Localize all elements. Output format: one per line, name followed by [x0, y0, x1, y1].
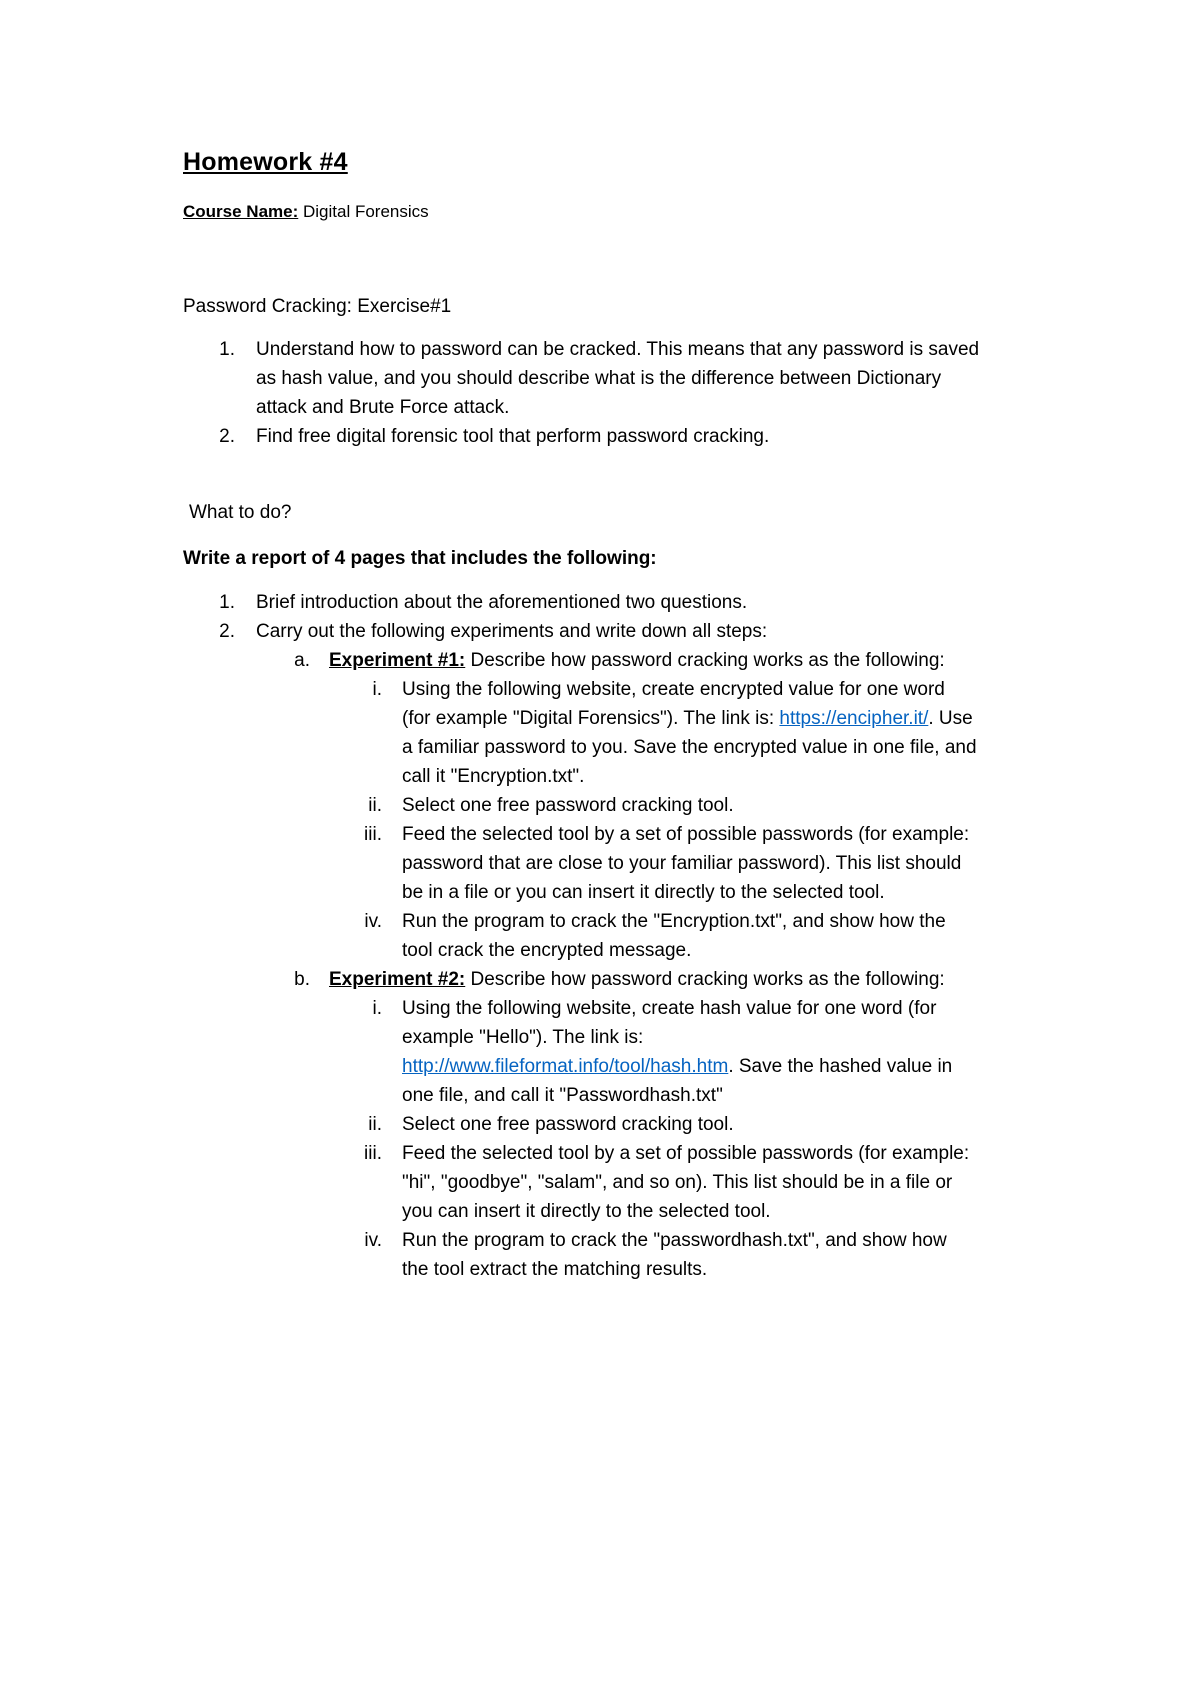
step-numeral: ii.	[368, 795, 382, 816]
report-heading: Write a report of 4 pages that includes the following:	[183, 548, 657, 569]
experiment-letter: b.	[294, 969, 310, 990]
step-line: example "Hello"). The link is:	[402, 1027, 644, 1048]
task-line: Find free digital forensic tool that perform password cracking.	[256, 426, 770, 447]
step-line: Select one free password cracking tool.	[402, 1114, 734, 1135]
report-item-text: Carry out the following experiments and write down all steps:	[256, 621, 768, 642]
experiment-description: Describe how password cracking works as the following:	[465, 969, 945, 990]
fileformat-link[interactable]: http://www.fileformat.info/tool/hash.htm	[402, 1056, 729, 1077]
step-numeral: iv.	[364, 911, 382, 932]
step-line: "hi", "goodbye", "salam", and so on). This list should be in a file or	[402, 1172, 953, 1193]
step-line-with-link	[402, 1052, 952, 1081]
step-line: call it "Encryption.txt".	[402, 766, 585, 787]
encipher-link[interactable]: https://encipher.it/	[779, 708, 929, 729]
what-to-do-heading: What to do?	[189, 502, 292, 523]
experiment-description: Describe how password cracking works as the following:	[465, 650, 945, 671]
step-line: Using the following website, create hash value for one word (for	[402, 998, 937, 1019]
step-line: password that are close to your familiar password). This list should	[402, 853, 962, 874]
experiment-heading	[329, 646, 945, 675]
experiment-letter: a.	[294, 650, 310, 671]
step-line: one file, and call it "Passwordhash.txt"	[402, 1085, 723, 1106]
step-numeral: ii.	[368, 1114, 382, 1135]
step-line: tool crack the encrypted message.	[402, 940, 692, 961]
task-number: 1.	[219, 339, 235, 360]
step-line: Feed the selected tool by a set of possible passwords (for example:	[402, 824, 970, 845]
step-line: Select one free password cracking tool.	[402, 795, 734, 816]
task-number: 2.	[219, 426, 235, 447]
step-line: Run the program to crack the "Encryption.txt", and show how the	[402, 911, 946, 932]
step-numeral: i.	[372, 998, 382, 1019]
course-label: Course Name:	[183, 202, 299, 221]
step-text: . Use	[928, 708, 973, 729]
task-line: attack and Brute Force attack.	[256, 397, 510, 418]
section-heading: Password Cracking: Exercise#1	[183, 296, 452, 317]
step-line: Run the program to crack the "passwordhash.txt", and show how	[402, 1230, 947, 1251]
step-line-with-link	[402, 704, 973, 733]
step-line: a familiar password to you. Save the encrypted value in one file, and	[402, 737, 977, 758]
step-numeral: iii.	[364, 824, 382, 845]
step-line: Using the following website, create encrypted value for one word	[402, 679, 945, 700]
step-numeral: iii.	[364, 1143, 382, 1164]
report-item-text: Brief introduction about the aforementioned two questions.	[256, 592, 748, 613]
course-line	[183, 202, 429, 222]
task-line: Understand how to password can be cracked. This means that any password is saved	[256, 339, 980, 360]
step-text: (for example "Digital Forensics"). The link is:	[402, 708, 780, 729]
experiment-heading	[329, 965, 945, 994]
step-text: . Save the hashed value in	[728, 1056, 953, 1077]
experiment-label: Experiment #1:	[329, 650, 466, 671]
report-item-number: 1.	[219, 592, 235, 613]
document-title: Homework #4	[183, 148, 348, 176]
experiment-label: Experiment #2:	[329, 969, 466, 990]
task-line: as hash value, and you should describe what is the difference between Dictionary	[256, 368, 942, 389]
step-line: Feed the selected tool by a set of possible passwords (for example:	[402, 1143, 970, 1164]
report-item-number: 2.	[219, 621, 235, 642]
course-value: Digital Forensics	[303, 202, 429, 221]
step-line: be in a file or you can insert it directly to the selected tool.	[402, 882, 885, 903]
step-line: you can insert it directly to the selected tool.	[402, 1201, 771, 1222]
step-numeral: i.	[372, 679, 382, 700]
step-line: the tool extract the matching results.	[402, 1259, 708, 1280]
step-numeral: iv.	[364, 1230, 382, 1251]
